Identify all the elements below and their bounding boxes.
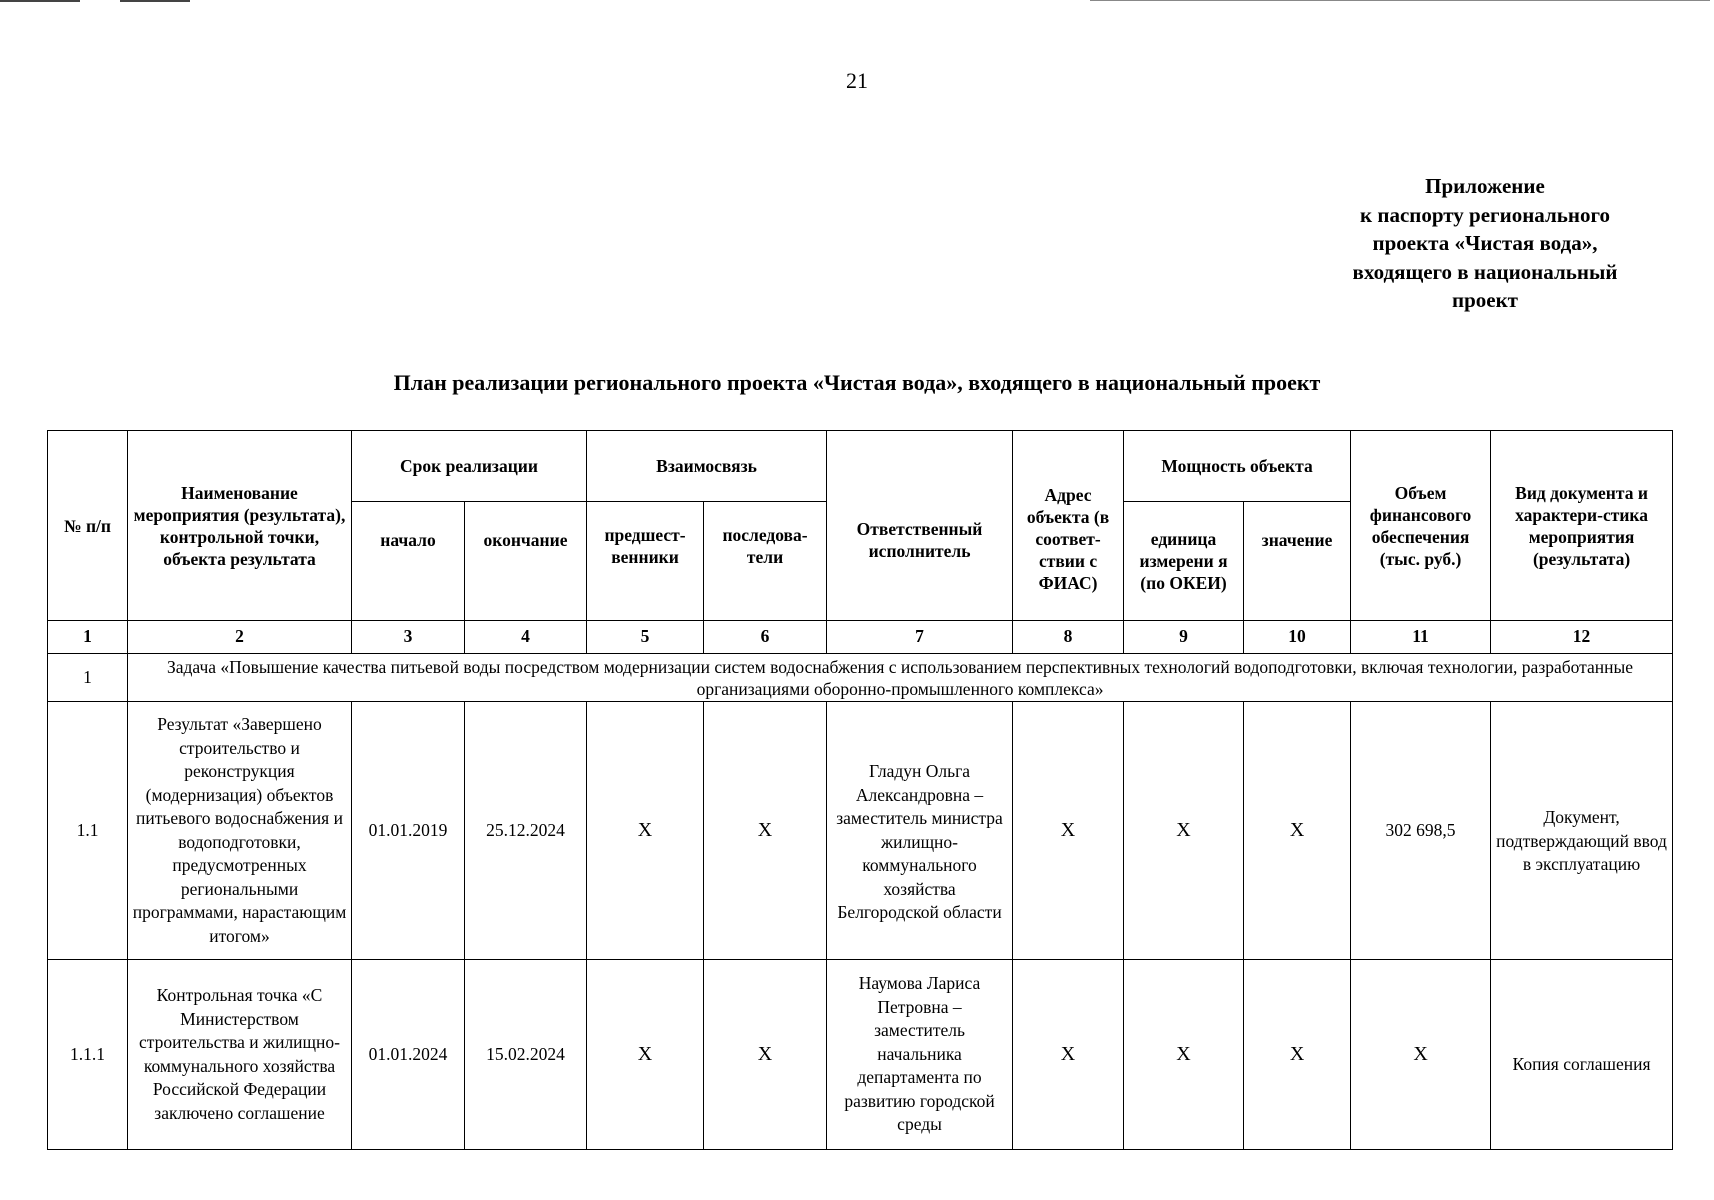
- row-end: 25.12.2024: [465, 702, 587, 960]
- row-address: X: [1013, 960, 1124, 1150]
- appendix-line: к паспорту регионального: [1360, 202, 1610, 227]
- header-responsible: Ответственный исполнитель: [827, 431, 1013, 621]
- table-row: [48, 960, 1673, 1150]
- header-term-start: начало: [352, 502, 465, 621]
- column-number: 2: [128, 621, 352, 654]
- row-responsible: Наумова Лариса Петровна – заместитель начальника департамента по развитию городской среды: [827, 960, 1013, 1150]
- task-num: 1: [48, 654, 128, 702]
- row-start: 01.01.2024: [352, 960, 465, 1150]
- task-row: [48, 654, 1673, 702]
- row-prev: X: [587, 702, 704, 960]
- appendix-line: входящего в национальный: [1352, 259, 1618, 284]
- row-num: 1.1: [48, 702, 128, 960]
- row-name: Результат «Завершено строительство и реконструкция (модернизация) объектов питьевого водоснабжения и водоподготовки, предусмотренных региональными программами, нарастающим итогом»: [128, 702, 352, 960]
- row-end: 15.02.2024: [465, 960, 587, 1150]
- header-term: Срок реализации: [352, 431, 587, 502]
- appendix-line: Приложение: [1425, 174, 1545, 198]
- header-finance: Объем финансового обеспечения (тыс. руб.): [1351, 431, 1491, 621]
- appendix-line: проект: [1451, 288, 1518, 312]
- row-address: X: [1013, 702, 1124, 960]
- row-finance: X: [1351, 960, 1491, 1150]
- row-value: X: [1244, 702, 1351, 960]
- row-next: X: [704, 960, 827, 1150]
- row-unit: X: [1124, 702, 1244, 960]
- header-capacity: Мощность объекта: [1124, 431, 1351, 502]
- column-number: 9: [1124, 621, 1244, 654]
- column-number: 1: [48, 621, 128, 654]
- scan-edge-mark: [1090, 0, 1710, 1]
- header-doc-type: Вид документа и характери-стика мероприятия (результата): [1491, 431, 1673, 621]
- row-doc: Копия соглашения: [1491, 960, 1673, 1150]
- header-address: Адрес объекта (в соответ-ствии с ФИАС): [1013, 431, 1124, 621]
- row-name: Контрольная точка «С Министерством строительства и жилищно-коммунального хозяйства Российской Федерации заключено соглашение: [128, 960, 352, 1150]
- header-link-prev: предшест-венники: [587, 502, 704, 621]
- row-unit: X: [1124, 960, 1244, 1150]
- row-responsible: Гладун Ольга Александровна – заместитель министра жилищно-коммунального хозяйства Белгородской области: [827, 702, 1013, 960]
- column-number: 11: [1351, 621, 1491, 654]
- header-capacity-unit: единица измерени я (по ОКЕИ): [1124, 502, 1244, 621]
- row-finance: 302 698,5: [1351, 702, 1491, 960]
- table-row: [48, 702, 1673, 960]
- row-start: 01.01.2019: [352, 702, 465, 960]
- column-number: 8: [1013, 621, 1124, 654]
- column-number: 6: [704, 621, 827, 654]
- column-number: 12: [1491, 621, 1673, 654]
- header-capacity-value: значение: [1244, 502, 1351, 621]
- plan-table: [47, 430, 1673, 1150]
- task-text: Задача «Повышение качества питьевой воды посредством модернизации систем водоснабжения с использованием перспективных технологий водоподготовки, включая технологии, разработанные организациями оборонно-промышленного комплекса»: [128, 654, 1673, 702]
- column-number: 3: [352, 621, 465, 654]
- row-num: 1.1.1: [48, 960, 128, 1150]
- header-num: № п/п: [48, 431, 128, 621]
- row-value: X: [1244, 960, 1351, 1150]
- header-link-next: последова-тели: [704, 502, 827, 621]
- column-number: 4: [465, 621, 587, 654]
- row-prev: X: [587, 960, 704, 1150]
- row-doc: Документ, подтверждающий ввод в эксплуатацию: [1491, 702, 1673, 960]
- appendix-caption: [1300, 172, 1670, 315]
- column-number: 5: [587, 621, 704, 654]
- column-number: 7: [827, 621, 1013, 654]
- column-number: 10: [1244, 621, 1351, 654]
- scan-edge-mark: [0, 0, 80, 2]
- page-number: 21: [846, 68, 868, 93]
- header-link: Взаимосвязь: [587, 431, 827, 502]
- document-title: План реализации регионального проекта «Чистая вода», входящего в национальный проект: [393, 370, 1321, 395]
- row-next: X: [704, 702, 827, 960]
- scan-edge-mark: [120, 0, 190, 2]
- header-name: Наименование мероприятия (результата), контрольной точки, объекта результата: [128, 431, 352, 621]
- appendix-line: проекта «Чистая вода»,: [1372, 231, 1598, 255]
- header-term-end: окончание: [465, 502, 587, 621]
